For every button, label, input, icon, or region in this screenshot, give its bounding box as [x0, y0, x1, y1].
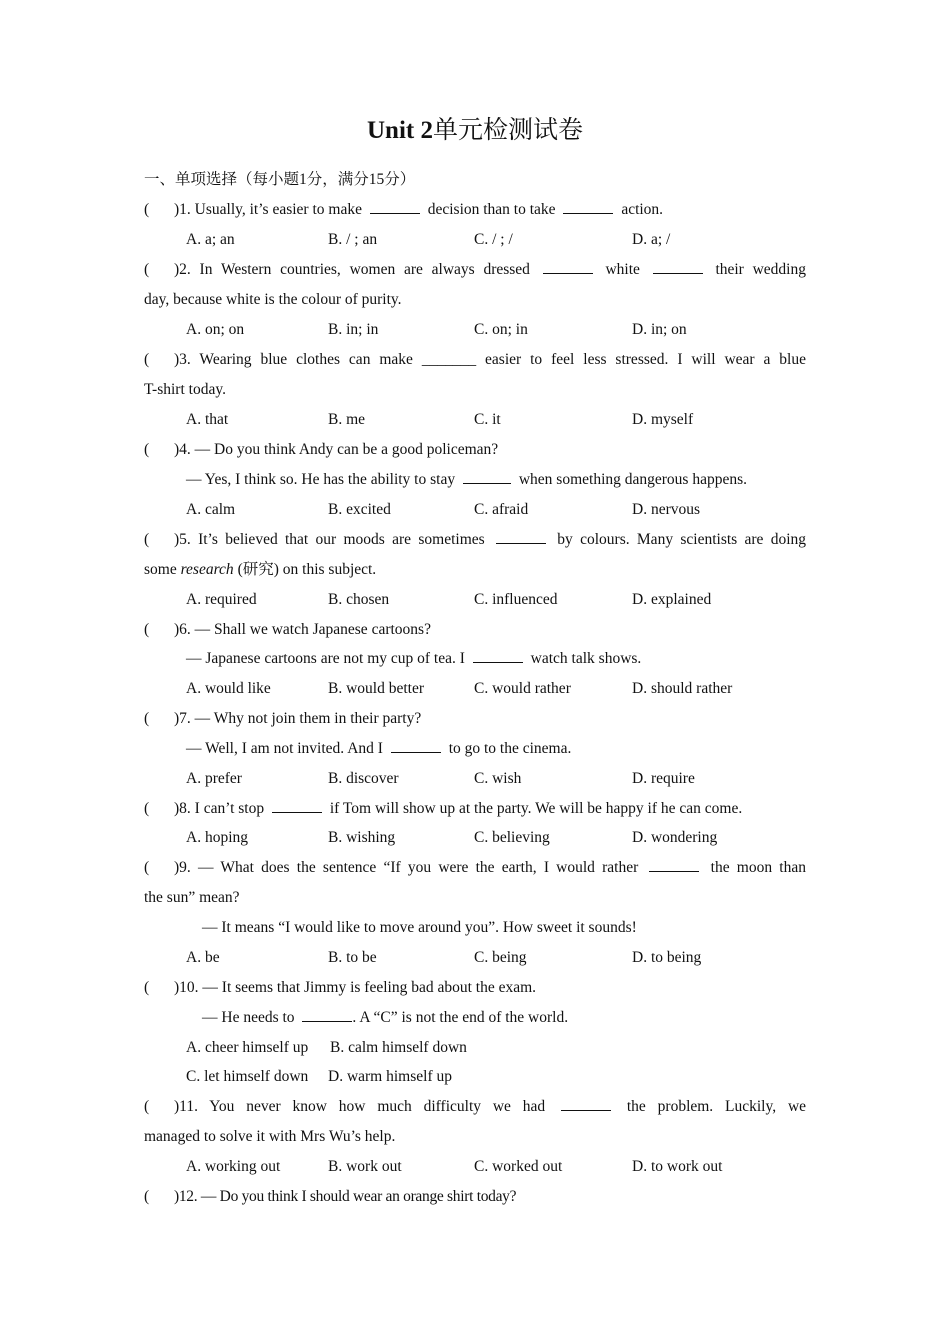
option-c: C. influenced	[474, 591, 558, 608]
answer-blank	[370, 199, 420, 214]
option-a: A. prefer	[186, 770, 242, 787]
question-4: ( )4. — Do you think Andy can be a good policeman?	[144, 441, 499, 458]
option-d: D. myself	[632, 411, 694, 428]
question-9-answer: — It means “I would like to move around you”. How sweet it sounds!	[202, 919, 637, 936]
option-a: A. would like	[186, 680, 271, 697]
option-c: C. it	[474, 411, 501, 428]
answer-blank	[302, 1007, 352, 1022]
option-d: D. a; /	[632, 231, 671, 248]
question-9-continued: the sun” mean?	[144, 889, 240, 906]
question-6-answer: — Japanese cartoons are not my cup of tea. I watch talk shows.	[186, 650, 642, 667]
answer-blank	[473, 648, 523, 663]
option-a: A. cheer himself up	[186, 1039, 309, 1056]
option-b: B. discover	[328, 770, 399, 787]
question-1: ( )1. Usually, it’s easier to make decision than to take action.	[144, 201, 664, 218]
section-heading: 一、单项选择（每小题1分，满分15分）	[144, 171, 416, 188]
answer-blank	[272, 798, 322, 813]
question-10: ( )10. — It seems that Jimmy is feeling bad about the exam.	[144, 979, 537, 996]
answer-blank	[463, 469, 511, 484]
question-7-answer: — Well, I am not invited. And I to go to the cinema.	[186, 740, 572, 757]
question-5: ( )5. It’s believed that our moods are sometimes by colours. Many scientists are doing	[144, 531, 807, 548]
option-b: B. / ; an	[328, 231, 378, 248]
option-c: C. on; in	[474, 321, 528, 338]
option-a: A. be	[186, 949, 220, 966]
option-c: C. worked out	[474, 1158, 563, 1175]
option-d: D. warm himself up	[328, 1068, 452, 1085]
question-11: ( )11. You never know how much difficulty we had the problem. Luckily, we	[144, 1098, 807, 1115]
question-4-answer: — Yes, I think so. He has the ability to stay when something dangerous happens.	[186, 471, 747, 488]
option-a: A. calm	[186, 501, 236, 518]
question-11-continued: managed to solve it with Mrs Wu’s help.	[144, 1128, 396, 1145]
question-8: ( )8. I can’t stop if Tom will show up at the party. We will be happy if he can come.	[144, 800, 743, 817]
option-c: C. / ; /	[474, 231, 513, 248]
option-a: A. hoping	[186, 829, 248, 846]
option-d: D. require	[632, 770, 695, 787]
option-b: B. wishing	[328, 829, 396, 846]
option-b: B. would better	[328, 680, 424, 697]
option-c: C. being	[474, 949, 527, 966]
option-c: C. let himself down	[186, 1068, 309, 1085]
question-6: ( )6. — Shall we watch Japanese cartoons?	[144, 621, 431, 638]
option-d: D. nervous	[632, 501, 701, 518]
option-a: A. on; on	[186, 321, 245, 338]
title-cn: 单元检测试卷	[432, 117, 583, 144]
question-2-continued: day, because white is the colour of purity.	[144, 291, 402, 308]
option-b: B. calm himself down	[330, 1039, 467, 1056]
option-c: C. wish	[474, 770, 522, 787]
question-7: ( )7. — Why not join them in their party?	[144, 710, 422, 727]
option-b: B. excited	[328, 501, 391, 518]
option-d: D. wondering	[632, 829, 718, 846]
option-d: D. explained	[632, 591, 712, 608]
option-d: D. in; on	[632, 321, 687, 338]
page-title	[0, 114, 950, 148]
answer-blank	[653, 259, 703, 274]
question-10-answer: — He needs to . A “C” is not the end of the world.	[202, 1009, 569, 1026]
option-c: C. afraid	[474, 501, 529, 518]
option-a: A. required	[186, 591, 257, 608]
option-a: A. working out	[186, 1158, 281, 1175]
question-3: ( )3. Wearing blue clothes can make _______ easier to feel less stressed. I will wear a blue	[144, 351, 806, 368]
title-en: Unit 2	[367, 117, 433, 144]
question-12: ( )12. — Do you think I should wear an orange shirt today?	[144, 1188, 517, 1205]
option-c: C. believing	[474, 829, 550, 846]
option-b: B. to be	[328, 949, 377, 966]
question-3-continued: T-shirt today.	[144, 381, 226, 398]
option-a: A. that	[186, 411, 229, 428]
question-2: ( )2. In Western countries, women are always dressed white their wedding	[144, 261, 806, 278]
answer-blank	[649, 857, 699, 872]
question-9: ( )9. — What does the sentence “If you were the earth, I would rather the moon than	[144, 859, 806, 876]
option-d: D. to being	[632, 949, 702, 966]
option-c: C. would rather	[474, 680, 571, 697]
option-b: B. work out	[328, 1158, 402, 1175]
answer-blank	[561, 1096, 611, 1111]
option-d: D. should rather	[632, 680, 733, 697]
question-5-continued: some research (研究) on this subject.	[144, 561, 377, 578]
option-b: B. me	[328, 411, 366, 428]
answer-blank	[563, 199, 613, 214]
option-d: D. to work out	[632, 1158, 723, 1175]
answer-blank	[496, 529, 546, 544]
option-a: A. a; an	[186, 231, 235, 248]
answer-blank	[391, 738, 441, 753]
option-b: B. in; in	[328, 321, 379, 338]
option-b: B. chosen	[328, 591, 390, 608]
answer-blank	[543, 259, 593, 274]
